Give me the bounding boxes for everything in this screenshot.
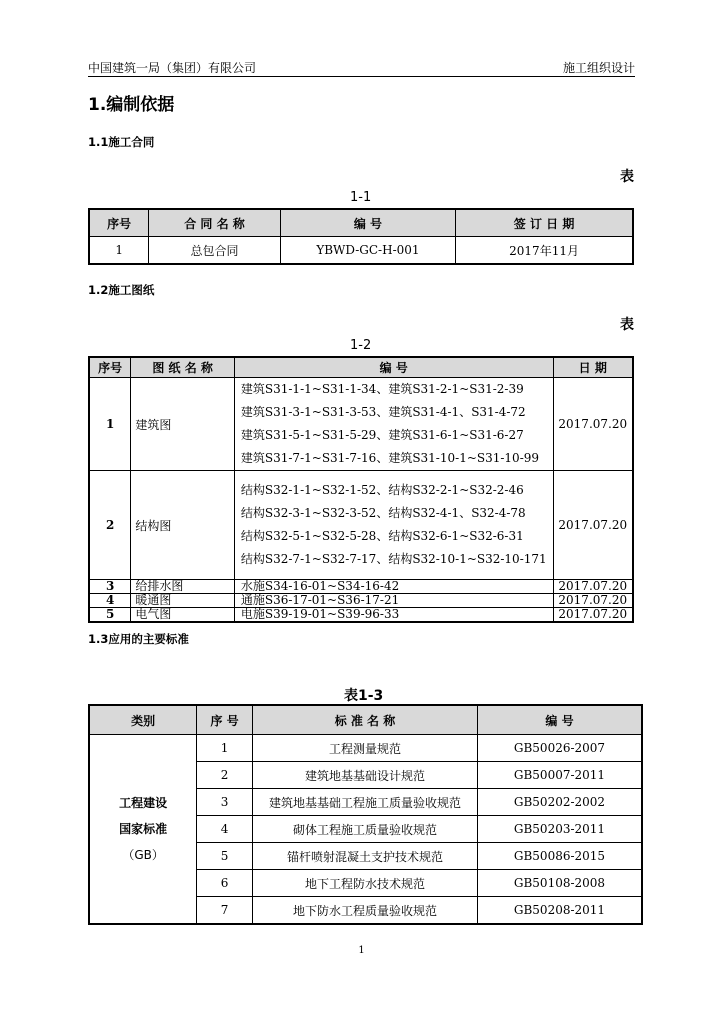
cell-no: 2 <box>197 762 253 789</box>
cell-standard-name: 建筑地基基础设计规范 <box>252 762 477 789</box>
cell-no: 3 <box>89 580 131 594</box>
cell-standard-code: GB50203-2011 <box>477 816 642 843</box>
section-title: 1.编制依据 <box>88 95 175 115</box>
cell-no: 7 <box>197 897 253 925</box>
drawing-code-line: 建筑S31-5-1~S31-5-29、建筑S31-6-1~S31-6-27 <box>240 428 524 442</box>
table-row <box>89 237 633 265</box>
cell-no: 1 <box>197 735 253 762</box>
drawing-code-line: 结构S32-3-1~S32-3-52、结构S32-4-1、S32-4-78 <box>240 506 526 520</box>
cell-standard-code: GB50086-2015 <box>477 843 642 870</box>
cell-standard-name: 地下工程防水技术规范 <box>252 870 477 897</box>
table-row <box>89 471 633 580</box>
table-row <box>89 378 633 471</box>
cell-drawing-name: 结构图 <box>131 471 235 580</box>
cell-no: 2 <box>89 471 131 580</box>
cell-date: 2017.07.20 <box>553 580 633 594</box>
cell-no: 4 <box>89 594 131 608</box>
cell-drawing-codes <box>234 378 553 471</box>
table-header-row <box>89 357 633 378</box>
table-row <box>89 580 633 594</box>
cell-standard-name: 建筑地基基础工程施工质量验收规范 <box>252 789 477 816</box>
category-line: （GB） <box>122 848 164 862</box>
header-cell: 图 纸 名 称 <box>131 357 235 378</box>
drawing-code-line: 建筑S31-7-1~S31-7-16、建筑S31-10-1~S31-10-99 <box>240 451 540 465</box>
subsection-title-drawings: 1.2施工图纸 <box>88 283 155 297</box>
header-cell: 序 号 <box>197 705 253 735</box>
cell-no: 3 <box>197 789 253 816</box>
cell-contract-code: YBWD-GC-H-001 <box>280 237 455 265</box>
table-row <box>89 735 642 762</box>
category-line: 国家标准 <box>119 822 168 836</box>
cell-contract-name: 总包合同 <box>149 237 280 265</box>
cell-drawing-codes: 电施S39-19-01~S39-96-33 <box>234 608 553 623</box>
cell-drawing-name: 给排水图 <box>131 580 235 594</box>
cell-drawing-codes: 水施S34-16-01~S34-16-42 <box>234 580 553 594</box>
header-cell: 签 订 日 期 <box>456 209 633 237</box>
cell-date: 2017.07.20 <box>553 594 633 608</box>
cell-drawing-codes <box>234 471 553 580</box>
table-row <box>89 608 633 623</box>
page-number: 1 <box>358 945 365 956</box>
contract-table <box>88 208 634 265</box>
table-label-2: 表 <box>620 317 634 333</box>
document-title: 施工组织设计 <box>562 61 635 75</box>
table-header-row <box>89 705 642 735</box>
cell-no: 1 <box>89 378 131 471</box>
cell-standard-name: 锚杆喷射混凝土支护技术规范 <box>252 843 477 870</box>
header-cell: 标 准 名 称 <box>252 705 477 735</box>
cell-no: 5 <box>89 608 131 623</box>
cell-standard-name: 工程测量规范 <box>252 735 477 762</box>
cell-standard-code: GB50007-2011 <box>477 762 642 789</box>
cell-standard-code: GB50026-2007 <box>477 735 642 762</box>
header-cell: 序号 <box>89 209 149 237</box>
table-title-3: 表1-3 <box>344 688 384 704</box>
category-line: 工程建设 <box>119 796 168 810</box>
table-number-2: 1-2 <box>350 338 372 353</box>
cell-standard-name: 地下防水工程质量验收规范 <box>252 897 477 925</box>
header-cell: 类别 <box>89 705 197 735</box>
table-row <box>89 594 633 608</box>
cell-standard-name: 砌体工程施工质量验收规范 <box>252 816 477 843</box>
header-cell: 日 期 <box>553 357 633 378</box>
cell-standard-code: GB50108-2008 <box>477 870 642 897</box>
cell-date: 2017.07.20 <box>553 608 633 623</box>
cell-no: 5 <box>197 843 253 870</box>
header-cell: 编 号 <box>234 357 553 378</box>
category-cell <box>89 735 197 925</box>
cell-drawing-name: 建筑图 <box>131 378 235 471</box>
subsection-title-contract: 1.1施工合同 <box>88 135 155 149</box>
cell-no: 1 <box>89 237 149 265</box>
subsection-title-standards: 1.3应用的主要标准 <box>88 632 189 646</box>
cell-date: 2017.07.20 <box>553 471 633 580</box>
cell-drawing-codes: 通施S36-17-01~S36-17-21 <box>234 594 553 608</box>
table-label-1: 表 <box>620 169 634 185</box>
cell-standard-code: GB50208-2011 <box>477 897 642 925</box>
drawing-code-line: 建筑S31-1-1~S31-1-34、建筑S31-2-1~S31-2-39 <box>240 382 524 396</box>
cell-drawing-name: 电气图 <box>131 608 235 623</box>
drawing-code-line: 结构S32-7-1~S32-7-17、结构S32-10-1~S32-10-171 <box>240 552 547 566</box>
drawing-code-line: 结构S32-5-1~S32-5-28、结构S32-6-1~S32-6-31 <box>240 529 524 543</box>
cell-standard-code: GB50202-2002 <box>477 789 642 816</box>
cell-no: 4 <box>197 816 253 843</box>
header-cell: 合 同 名 称 <box>149 209 280 237</box>
cell-date: 2017.07.20 <box>553 378 633 471</box>
header-cell: 序号 <box>89 357 131 378</box>
drawing-code-line: 结构S32-1-1~S32-1-52、结构S32-2-1~S32-2-46 <box>240 483 524 497</box>
header-cell: 编 号 <box>477 705 642 735</box>
company-name: 中国建筑一局（集团）有限公司 <box>88 61 257 75</box>
cell-drawing-name: 暖通图 <box>131 594 235 608</box>
table-number-1: 1-1 <box>350 190 372 205</box>
page-header <box>88 58 635 77</box>
standards-table <box>88 704 643 925</box>
cell-sign-date: 2017年11月 <box>456 237 633 265</box>
cell-no: 6 <box>197 870 253 897</box>
drawing-code-line: 建筑S31-3-1~S31-3-53、建筑S31-4-1、S31-4-72 <box>240 405 526 419</box>
header-cell: 编 号 <box>280 209 455 237</box>
drawings-table <box>88 356 634 623</box>
table-header-row <box>89 209 633 237</box>
